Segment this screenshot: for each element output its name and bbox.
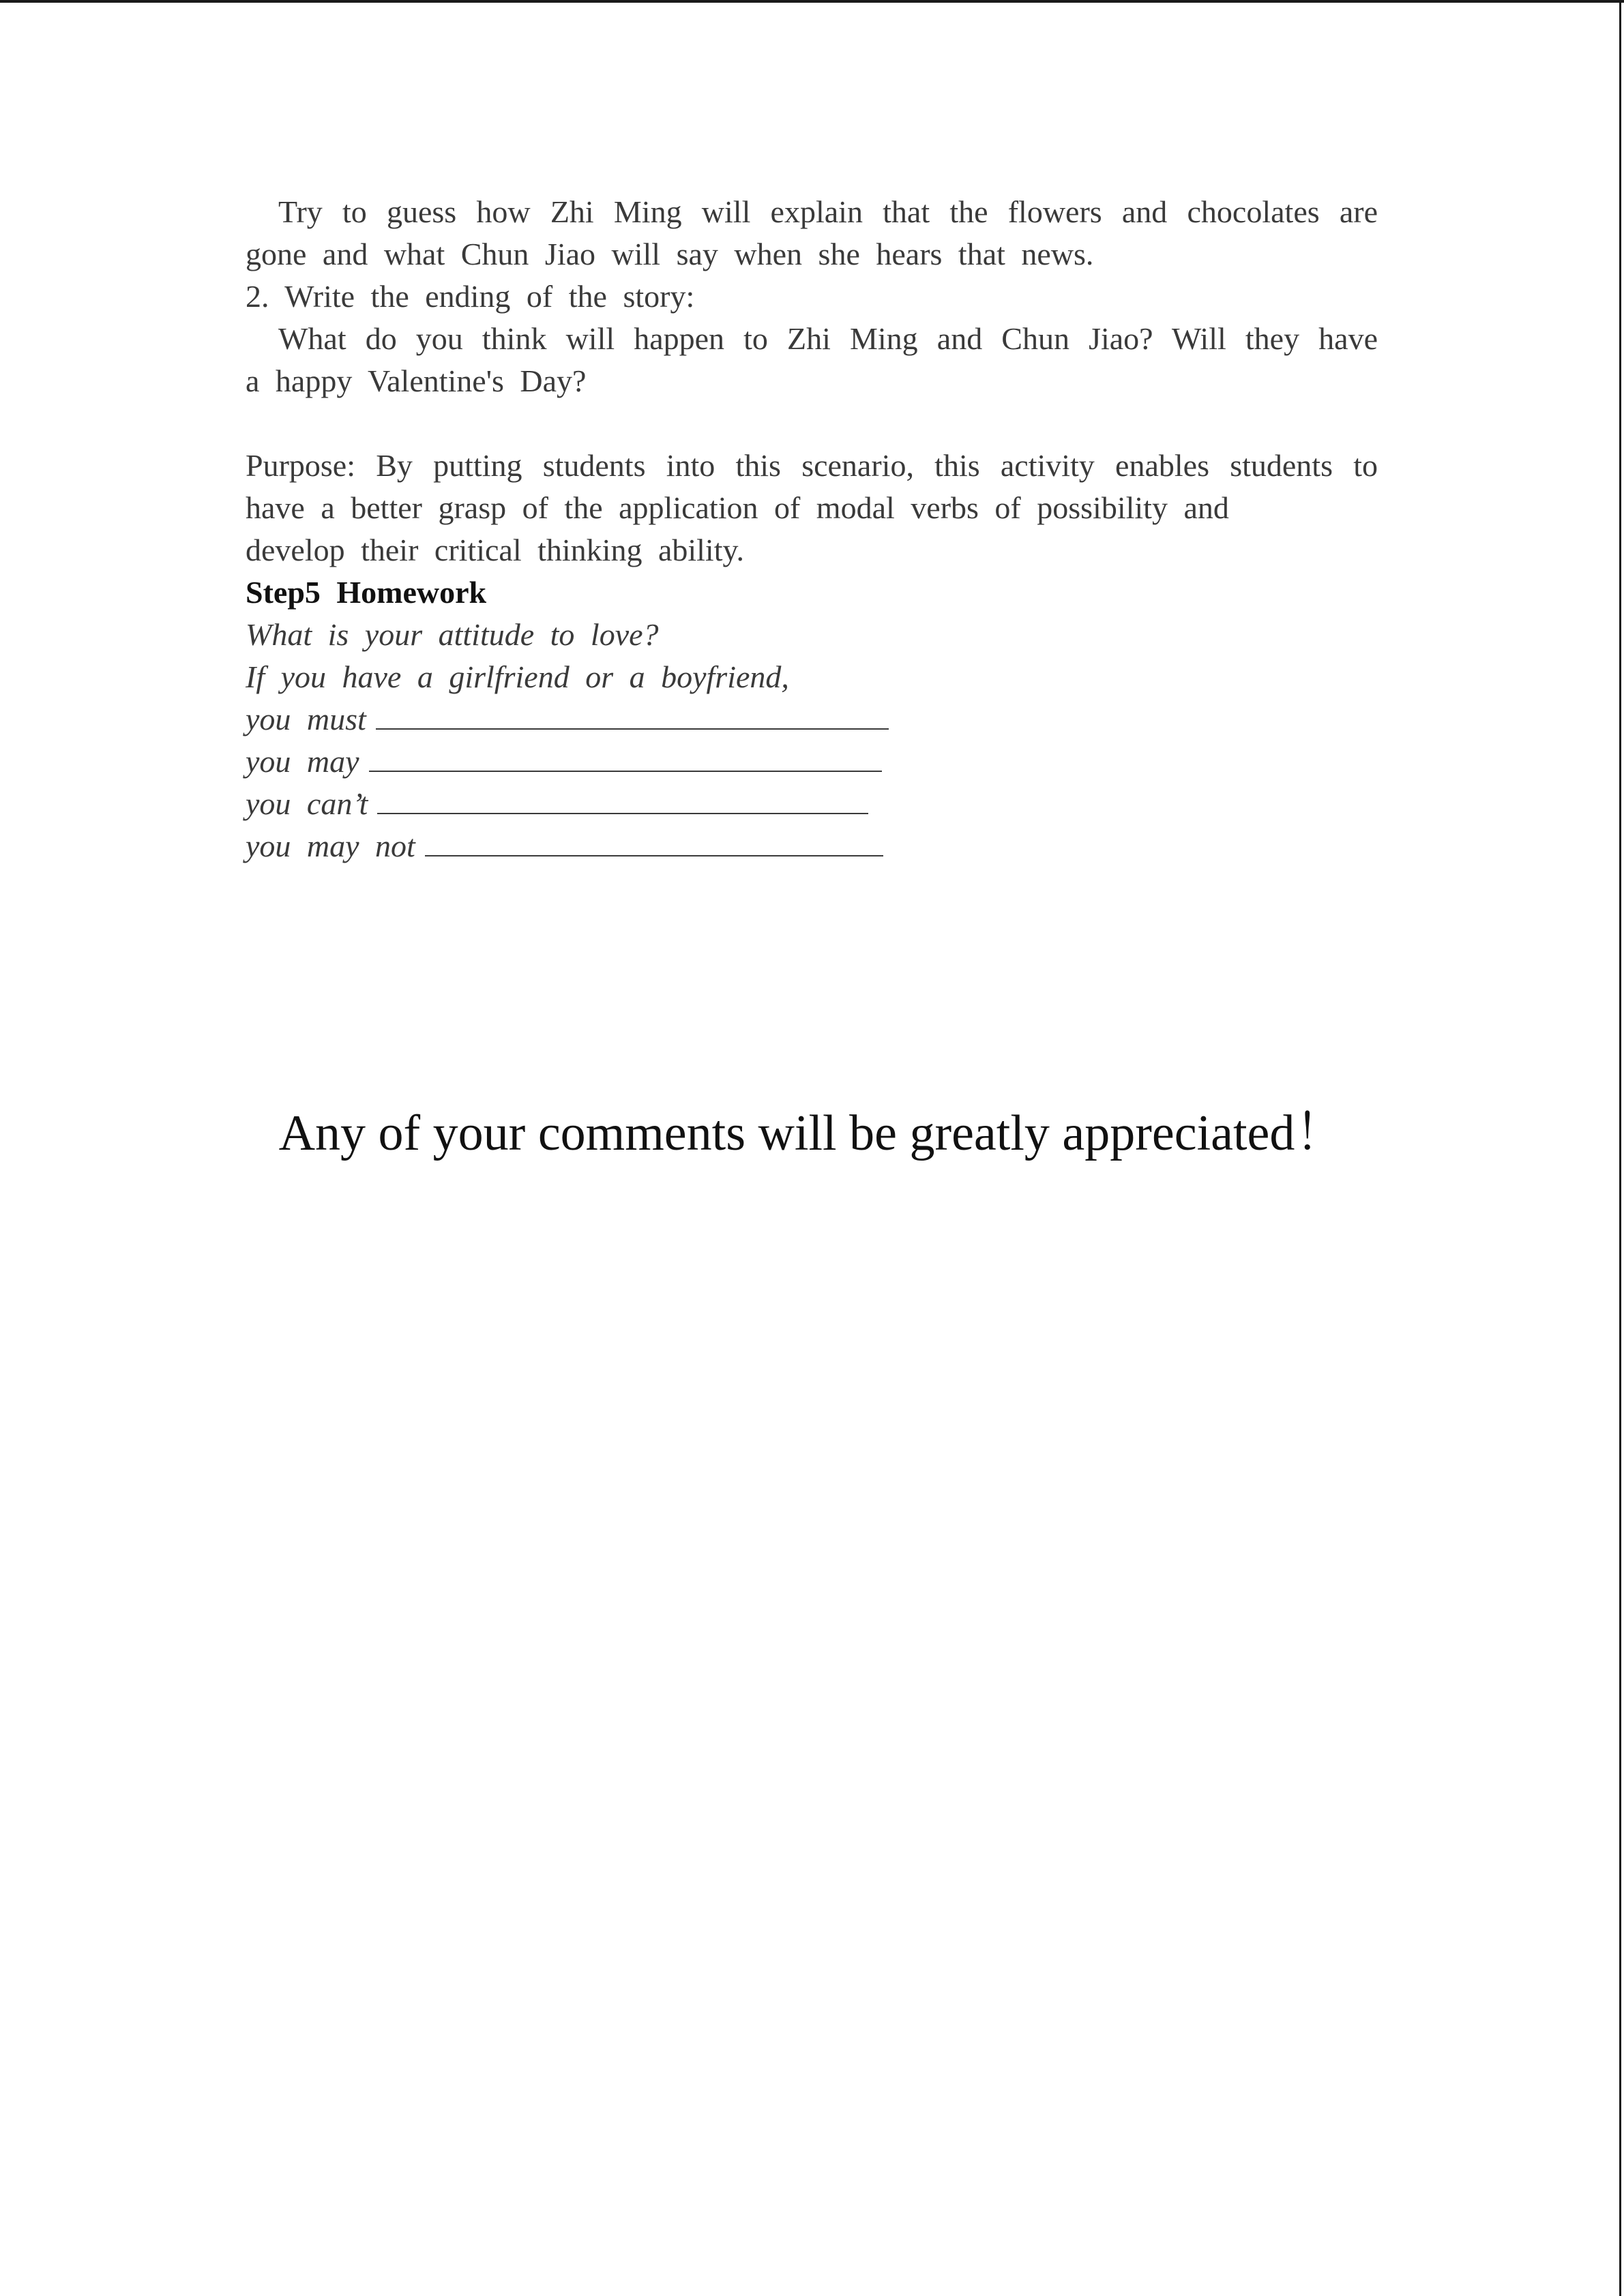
closing-note: Any of your comments will be greatly appreciated！: [278, 1105, 1346, 1161]
homework-heading: Step5 Homework: [246, 575, 487, 610]
prompt-label: you must: [246, 702, 366, 736]
homework-condition: If you have a girlfriend or a boyfriend,: [246, 659, 789, 694]
document-body: [246, 191, 1378, 867]
paragraph-spacer: [246, 402, 1378, 445]
homework-prompt-cant: [246, 783, 1378, 825]
purpose-paragraph-line-3: develop their critical thinking ability.: [246, 533, 744, 567]
guess-paragraph-line-2: gone and what Chun Jiao will say when she hears that news.: [246, 237, 1094, 271]
prompt-label: you may: [246, 744, 359, 779]
answer-blank[interactable]: [369, 743, 882, 772]
ending-paragraph-line-2: a happy Valentine's Day?: [246, 363, 587, 398]
homework-prompt-must: [246, 698, 1378, 741]
prompt-label: you can’t: [246, 786, 368, 821]
ending-paragraph-line-1: What do you think will happen to Zhi Ming and Chun Jiao? Will they have: [278, 321, 1378, 356]
page-border-top: [0, 0, 1624, 3]
task-2-heading: 2. Write the ending of the story:: [246, 279, 695, 314]
homework-prompt-may: [246, 741, 1378, 783]
purpose-paragraph-line-1: Purpose: By putting students into this scenario, this activity enables students to: [246, 448, 1378, 483]
guess-paragraph-line-1: Try to guess how Zhi Ming will explain that the flowers and chocolates are: [278, 194, 1378, 229]
homework-prompt-may-not: [246, 825, 1378, 867]
homework-question: What is your attitude to love?: [246, 617, 659, 652]
purpose-paragraph-line-2: have a better grasp of the application of modal verbs of possibility and: [246, 490, 1229, 525]
answer-blank[interactable]: [377, 786, 868, 814]
answer-blank[interactable]: [425, 828, 883, 856]
prompt-label: you may not: [246, 829, 415, 863]
answer-blank[interactable]: [376, 701, 889, 730]
